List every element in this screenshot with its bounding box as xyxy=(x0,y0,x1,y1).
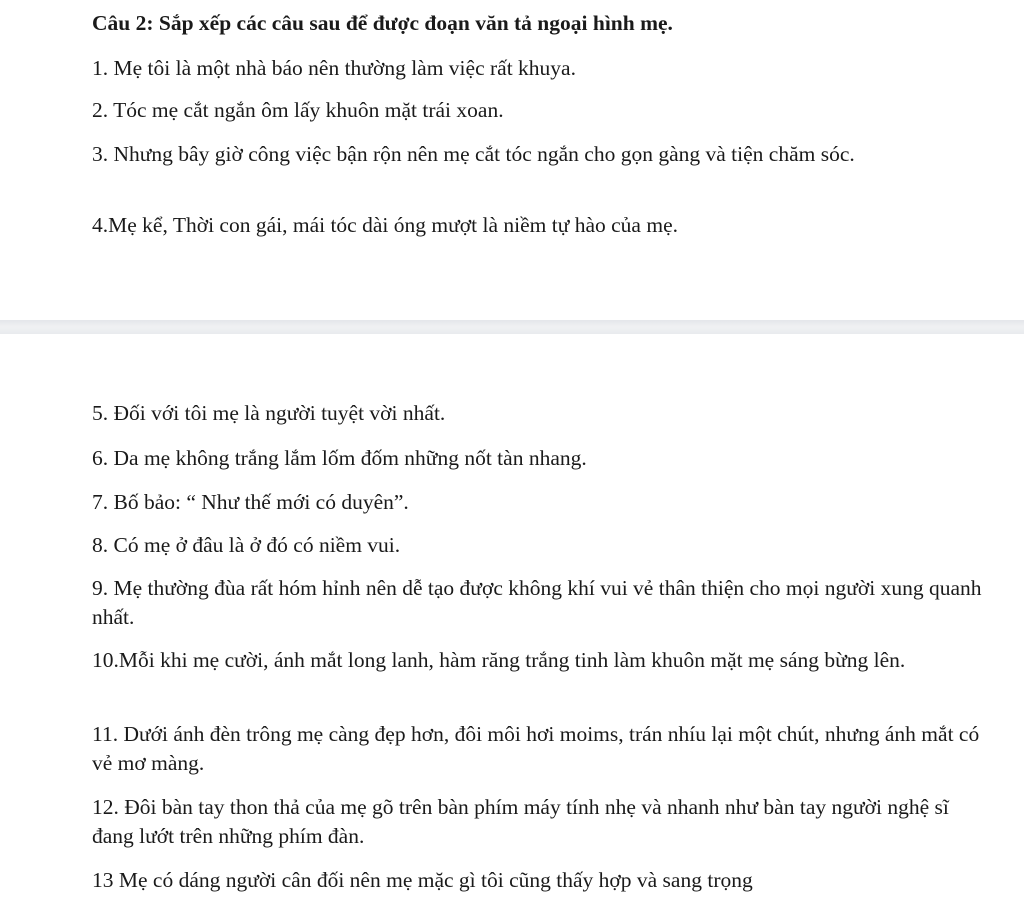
list-item: 11. Dưới ánh đèn trông mẹ càng đẹp hơn, đôi môi hơi moims, trán nhíu lại một chút, nhưng ánh mắt có vẻ mơ màng. xyxy=(92,722,980,775)
list-item: 7. Bố bảo: “ Như thế mới có duyên”. xyxy=(92,490,409,514)
list-item: 8. Có mẹ ở đâu là ở đó có niềm vui. xyxy=(92,533,401,557)
list-item: 1. Mẹ tôi là một nhà báo nên thường làm việc rất khuya. xyxy=(92,56,576,80)
list-item: 12. Đôi bàn tay thon thả của mẹ gõ trên bàn phím máy tính nhẹ và nhanh như bàn tay người nghệ sĩ đang lướt trên những phím đàn. xyxy=(92,795,949,848)
page-separator xyxy=(0,320,1024,334)
list-item: 9. Mẹ thường đùa rất hóm hỉnh nên dễ tạo được không khí vui vẻ thân thiện cho mọi người xung quanh nhất. xyxy=(92,576,982,629)
list-item: 6. Da mẹ không trắng lắm lốm đốm những nốt tàn nhang. xyxy=(92,446,587,470)
question-title: Câu 2: Sắp xếp các câu sau để được đoạn văn tả ngoại hình mẹ. xyxy=(92,11,673,35)
list-item: 2. Tóc mẹ cắt ngắn ôm lấy khuôn mặt trái xoan. xyxy=(92,98,504,122)
list-item: 5. Đối với tôi mẹ là người tuyệt vời nhất. xyxy=(92,401,446,425)
list-item: 4.Mẹ kể, Thời con gái, mái tóc dài óng mượt là niềm tự hào của mẹ. xyxy=(92,213,678,237)
list-item: 13 Mẹ có dáng người cân đối nên mẹ mặc gì tôi cũng thấy hợp và sang trọng xyxy=(92,868,753,892)
list-item: 10.Mỗi khi mẹ cười, ánh mắt long lanh, hàm răng trắng tinh làm khuôn mặt mẹ sáng bừng lên. xyxy=(92,648,906,672)
list-item: 3. Nhưng bây giờ công việc bận rộn nên mẹ cắt tóc ngắn cho gọn gàng và tiện chăm sóc. xyxy=(92,142,855,166)
